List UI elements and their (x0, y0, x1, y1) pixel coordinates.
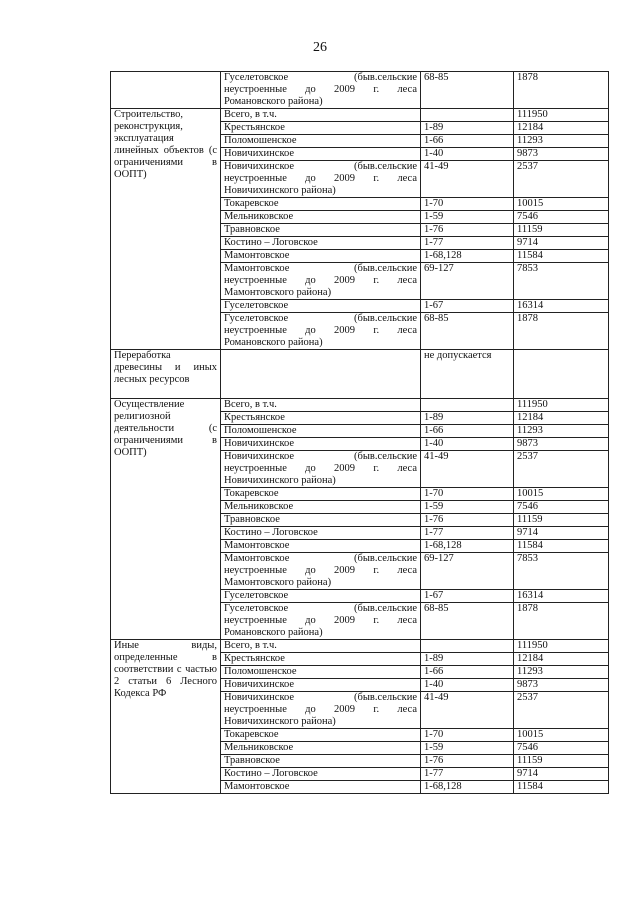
quarters-cell: 69-127 (421, 263, 514, 300)
forestry-name: Мамонтовское (быв.сельские неустроенные до 2009 г. леса Мамонтовского района) (221, 553, 421, 590)
quarters-cell: 1-59 (421, 211, 514, 224)
area-cell: 1878 (514, 603, 609, 640)
forest-use-table (110, 71, 609, 794)
area-cell: 11584 (514, 781, 609, 794)
quarters-cell: 1-89 (421, 122, 514, 135)
quarters-cell: 1-76 (421, 514, 514, 527)
forestry-name: Крестьянское (221, 122, 421, 135)
category-other: Иные виды, определенные в соответствии с частью 2 статьи 6 Лесного Кодекса РФ (111, 640, 221, 794)
forestry-name: Новичихинское (221, 148, 421, 161)
quarters-cell: 1-77 (421, 527, 514, 540)
quarters-cell: 41-49 (421, 451, 514, 488)
forestry-name: Гуселетовское (221, 300, 421, 313)
forestry-name: Мамонтовское (быв.сельские неустроенные до 2009 г. леса Мамонтовского района) (221, 263, 421, 300)
quarters-cell: 1-70 (421, 488, 514, 501)
quarters-cell: 1-68,128 (421, 540, 514, 553)
area-cell: 9873 (514, 438, 609, 451)
forestry-name: Новичихинское (221, 438, 421, 451)
area-cell: 11159 (514, 755, 609, 768)
quarters-cell: 1-66 (421, 666, 514, 679)
forestry-name: Мамонтовское (221, 250, 421, 263)
forestry-name: Травновское (221, 514, 421, 527)
area-cell: 9714 (514, 768, 609, 781)
area-cell: 10015 (514, 198, 609, 211)
quarters-cell: 41-49 (421, 692, 514, 729)
forestry-name: Мельниковское (221, 501, 421, 514)
forestry-name: Мамонтовское (221, 781, 421, 794)
quarters-cell: 1-89 (421, 412, 514, 425)
forestry-name: Всего, в т.ч. (221, 399, 421, 412)
quarters-cell (421, 640, 514, 653)
quarters-cell: 1-68,128 (421, 250, 514, 263)
area-cell: 11293 (514, 135, 609, 148)
quarters-cell: 1-70 (421, 729, 514, 742)
quarters-cell: 1-66 (421, 135, 514, 148)
page-number: 26 (313, 40, 327, 55)
quarters-cell: 1-40 (421, 679, 514, 692)
area-cell: 11584 (514, 540, 609, 553)
quarters-cell: 1-89 (421, 653, 514, 666)
quarters-cell: 1-76 (421, 224, 514, 237)
area-cell: 11159 (514, 224, 609, 237)
forestry-name: Крестьянское (221, 653, 421, 666)
area-cell: 111950 (514, 640, 609, 653)
quarters-cell: 1-59 (421, 742, 514, 755)
area-cell: 9873 (514, 148, 609, 161)
category-religious: Осуществление религиозной деятельности (с ограничениями в ООПТ) (111, 399, 221, 640)
quarters-cell: 69-127 (421, 553, 514, 590)
area-cell: 9873 (514, 679, 609, 692)
forestry-name: Токаревское (221, 729, 421, 742)
quarters-cell: 68-85 (421, 603, 514, 640)
quarters-cell: 1-67 (421, 590, 514, 603)
area-cell: 12184 (514, 653, 609, 666)
category-construction: Строительство, реконструкция, эксплуатация линейных объектов (с ограничениями в ООПТ) (111, 109, 221, 350)
forestry-name: Поломошенское (221, 425, 421, 438)
area-cell: 2537 (514, 161, 609, 198)
category-cell (111, 72, 221, 109)
area-cell: 11159 (514, 514, 609, 527)
forestry-name: Мамонтовское (221, 540, 421, 553)
table-row (111, 350, 609, 399)
quarters-cell: 1-68,128 (421, 781, 514, 794)
forestry-name: Травновское (221, 755, 421, 768)
forestry-name: Новичихинское (221, 679, 421, 692)
area-cell: 2537 (514, 692, 609, 729)
quarters-cell: 1-67 (421, 300, 514, 313)
forestry-name: Гуселетовское (быв.сельские неустроенные до 2009 г. леса Романовского района) (221, 313, 421, 350)
category-processing: Переработка древесины и иных лесных ресурсов (111, 350, 221, 399)
area-cell: 111950 (514, 399, 609, 412)
area-cell: 111950 (514, 109, 609, 122)
area-cell: 10015 (514, 488, 609, 501)
table-row (111, 640, 609, 653)
area-cell: 2537 (514, 451, 609, 488)
table-row (111, 109, 609, 122)
forestry-name: Гуселетовское (быв.сельские неустроенные до 2009 г. леса Романовского района) (221, 603, 421, 640)
forestry-name: Костино – Логовское (221, 768, 421, 781)
quarters-cell: 1-70 (421, 198, 514, 211)
forestry-name: Мельниковское (221, 211, 421, 224)
area-cell: 10015 (514, 729, 609, 742)
quarters-cell (421, 109, 514, 122)
area-cell: 16314 (514, 590, 609, 603)
area-cell: 12184 (514, 122, 609, 135)
forestry-name: Поломошенское (221, 135, 421, 148)
area-cell: 11293 (514, 666, 609, 679)
area-cell: 11293 (514, 425, 609, 438)
area-cell: 11584 (514, 250, 609, 263)
quarters-cell: 68-85 (421, 313, 514, 350)
area-cell: 1878 (514, 313, 609, 350)
quarters-cell (421, 399, 514, 412)
quarters-cell: 41-49 (421, 161, 514, 198)
quarters-cell: 1-59 (421, 501, 514, 514)
forestry-name: Всего, в т.ч. (221, 109, 421, 122)
quarters-cell: 1-77 (421, 237, 514, 250)
area-cell: 7853 (514, 263, 609, 300)
forestry-name: Новичихинское (быв.сельские неустроенные до 2009 г. леса Новичихинского района) (221, 161, 421, 198)
forestry-name: Токаревское (221, 198, 421, 211)
area-cell: 12184 (514, 412, 609, 425)
area-cell: 16314 (514, 300, 609, 313)
table-row (111, 399, 609, 412)
quarters-cell: 1-40 (421, 438, 514, 451)
quarters-cell: 1-66 (421, 425, 514, 438)
forestry-name: Крестьянское (221, 412, 421, 425)
table-row (111, 72, 609, 109)
quarters-cell: 1-77 (421, 768, 514, 781)
area-cell: 1878 (514, 72, 609, 109)
forestry-name (221, 350, 421, 399)
area-cell: 9714 (514, 237, 609, 250)
area-cell (514, 350, 609, 399)
forestry-name: Гуселетовское (221, 590, 421, 603)
forestry-name: Токаревское (221, 488, 421, 501)
quarters-cell: 1-40 (421, 148, 514, 161)
forestry-name: Костино – Логовское (221, 527, 421, 540)
area-cell: 7546 (514, 211, 609, 224)
forestry-name: Поломошенское (221, 666, 421, 679)
forestry-name: Всего, в т.ч. (221, 640, 421, 653)
area-cell: 9714 (514, 527, 609, 540)
quarters-cell: не допускается (421, 350, 514, 399)
quarters-cell: 68-85 (421, 72, 514, 109)
forestry-name: Мельниковское (221, 742, 421, 755)
area-cell: 7546 (514, 501, 609, 514)
forestry-name: Новичихинское (быв.сельские неустроенные до 2009 г. леса Новичихинского района) (221, 692, 421, 729)
area-cell: 7546 (514, 742, 609, 755)
forestry-name: Травновское (221, 224, 421, 237)
forestry-name: Гуселетовское (быв.сельские неустроенные до 2009 г. леса Романовского района) (221, 72, 421, 109)
area-cell: 7853 (514, 553, 609, 590)
forestry-name: Новичихинское (быв.сельские неустроенные до 2009 г. леса Новичихинского района) (221, 451, 421, 488)
quarters-cell: 1-76 (421, 755, 514, 768)
forestry-name: Костино – Логовское (221, 237, 421, 250)
